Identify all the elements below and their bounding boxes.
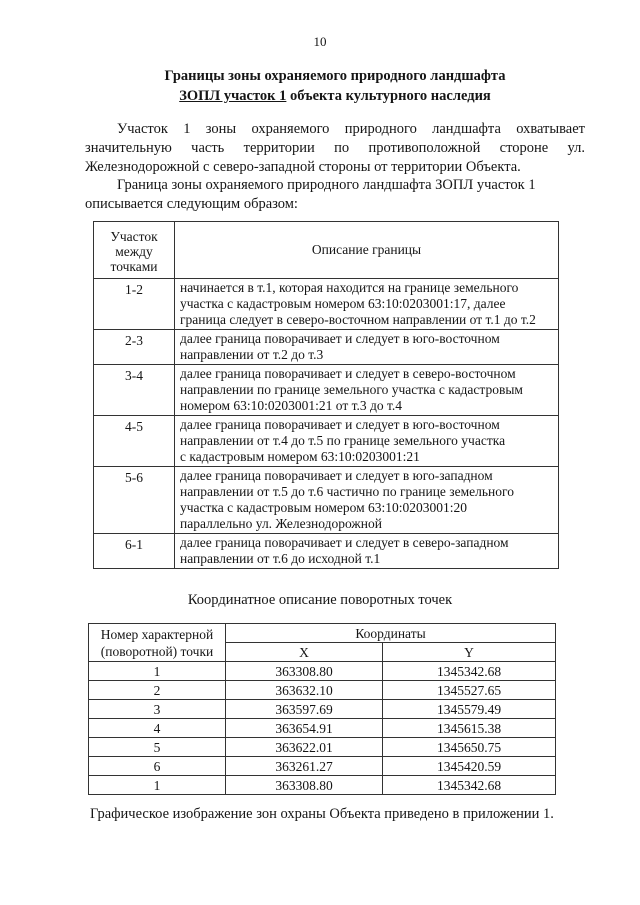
y-coordinate-cell: 1345527.65 — [383, 681, 556, 700]
point-number-cell: 1 — [89, 776, 226, 795]
coordinate-row — [89, 700, 556, 719]
description-line: далее граница поворачивает и следует в юго-западном — [180, 468, 493, 483]
header-x: X — [226, 643, 383, 662]
segment-cell: 3-4 — [94, 365, 175, 416]
point-number-cell: 5 — [89, 738, 226, 757]
coordinate-row — [89, 719, 556, 738]
point-number-cell: 6 — [89, 757, 226, 776]
description-line: далее граница поворачивает и следует в юго-восточном — [180, 331, 500, 346]
description-line: граница следует в северо-восточном направлении от т.1 до т.2 — [180, 312, 536, 327]
point-number-cell: 2 — [89, 681, 226, 700]
description-line: направлении от т.4 до т.5 по границе земельного участка — [180, 433, 506, 448]
description-line: с кадастровым номером 63:10:0203001:21 — [180, 449, 420, 464]
segment-cell: 4-5 — [94, 416, 175, 467]
boundary-row — [94, 416, 559, 467]
boundary-description-cell — [175, 534, 559, 569]
boundary-row — [94, 330, 559, 365]
segment-cell: 1-2 — [94, 279, 175, 330]
description-line: направлении от т.2 до т.3 — [180, 347, 324, 362]
heading-line-1: Границы зоны охраняемого природного ландшафта — [164, 68, 506, 84]
point-number-cell: 1 — [89, 662, 226, 681]
y-coordinate-cell: 1345420.59 — [383, 757, 556, 776]
description-line: направлении по границе земельного участка с кадастровым — [180, 382, 523, 397]
header-segment-line: между — [115, 243, 153, 259]
x-coordinate-cell: 363261.27 — [226, 757, 383, 776]
coordinate-row — [89, 776, 556, 795]
boundary-description-cell — [175, 279, 559, 330]
section-heading — [70, 66, 600, 106]
segment-cell: 2-3 — [94, 330, 175, 365]
coordinates-header-row — [89, 624, 556, 643]
zone-name-underlined: ЗОПЛ участок 1 — [179, 88, 287, 104]
boundary-description-table — [93, 221, 559, 569]
boundary-description-cell — [175, 330, 559, 365]
boundary-row — [94, 279, 559, 330]
boundary-row — [94, 467, 559, 534]
header-point-line: Номер характерной — [100, 626, 214, 642]
y-coordinate-cell: 1345579.49 — [383, 700, 556, 719]
boundary-table-header — [94, 222, 559, 279]
coordinates-caption: Координатное описание поворотных точек — [187, 592, 453, 608]
coordinate-row — [89, 681, 556, 700]
zone-description-paragraph: Участок 1 зоны охраняемого природного ландшафта охватывает значительную часть территории по противоположной стороне ул. Железнодорожной с северо-западной стороны от территории Объекта. — [85, 121, 585, 175]
description-line: параллельно ул. Железнодорожной — [180, 516, 382, 531]
y-coordinate-cell: 1345650.75 — [383, 738, 556, 757]
x-coordinate-cell: 363597.69 — [226, 700, 383, 719]
header-segment — [94, 222, 175, 279]
description-line: далее граница поворачивает и следует в северо-восточном — [180, 366, 516, 381]
boundary-intro-paragraph: Граница зоны охраняемого природного ландшафта ЗОПЛ участок 1 описывается следующим образом: — [85, 177, 536, 212]
coordinate-row — [89, 662, 556, 681]
boundary-row — [94, 365, 559, 416]
description-line: далее граница поворачивает и следует в северо-западном — [180, 535, 509, 550]
header-point-line: (поворотной) точки — [100, 643, 214, 659]
x-coordinate-cell: 363654.91 — [226, 719, 383, 738]
header-segment-line: Участок — [110, 228, 158, 244]
boundary-description-cell — [175, 365, 559, 416]
description-line: участка с кадастровым номером 63:10:0203001:20 — [180, 500, 468, 515]
point-number-cell: 3 — [89, 700, 226, 719]
x-coordinate-cell: 363308.80 — [226, 662, 383, 681]
description-line: начинается в т.1, которая находится на границе земельного — [180, 280, 519, 295]
description-line: участка с кадастровым номером 63:10:0203001:17, далее — [180, 296, 506, 311]
y-coordinate-cell: 1345342.68 — [383, 662, 556, 681]
page-number: 10 — [313, 34, 327, 49]
header-coordinates: Координаты — [226, 624, 556, 643]
heading-line-2-rest: объекта культурного наследия — [286, 88, 491, 104]
coordinate-row — [89, 738, 556, 757]
boundary-description-cell — [175, 416, 559, 467]
boundary-description-cell — [175, 467, 559, 534]
footer-note: Графическое изображение зон охраны Объекта приведено в приложении 1. — [90, 806, 554, 822]
header-description: Описание границы — [175, 222, 559, 279]
x-coordinate-cell: 363308.80 — [226, 776, 383, 795]
coordinate-row — [89, 757, 556, 776]
segment-cell: 5-6 — [94, 467, 175, 534]
boundary-row — [94, 534, 559, 569]
description-line: далее граница поворачивает и следует в юго-восточном — [180, 417, 500, 432]
point-number-cell: 4 — [89, 719, 226, 738]
y-coordinate-cell: 1345342.68 — [383, 776, 556, 795]
description-line: направлении от т.5 до т.6 частично по границе земельного — [180, 484, 514, 499]
description-line: направлении от т.6 до исходной т.1 — [180, 551, 381, 566]
x-coordinate-cell: 363632.10 — [226, 681, 383, 700]
coordinates-table — [88, 623, 556, 795]
header-segment-line: точками — [110, 258, 158, 274]
segment-cell: 6-1 — [94, 534, 175, 569]
heading-line-2 — [70, 86, 600, 106]
y-coordinate-cell: 1345615.38 — [383, 719, 556, 738]
x-coordinate-cell: 363622.01 — [226, 738, 383, 757]
description-line: номером 63:10:0203001:21 от т.3 до т.4 — [180, 398, 403, 413]
header-y: Y — [383, 643, 556, 662]
header-point-number — [89, 624, 226, 662]
